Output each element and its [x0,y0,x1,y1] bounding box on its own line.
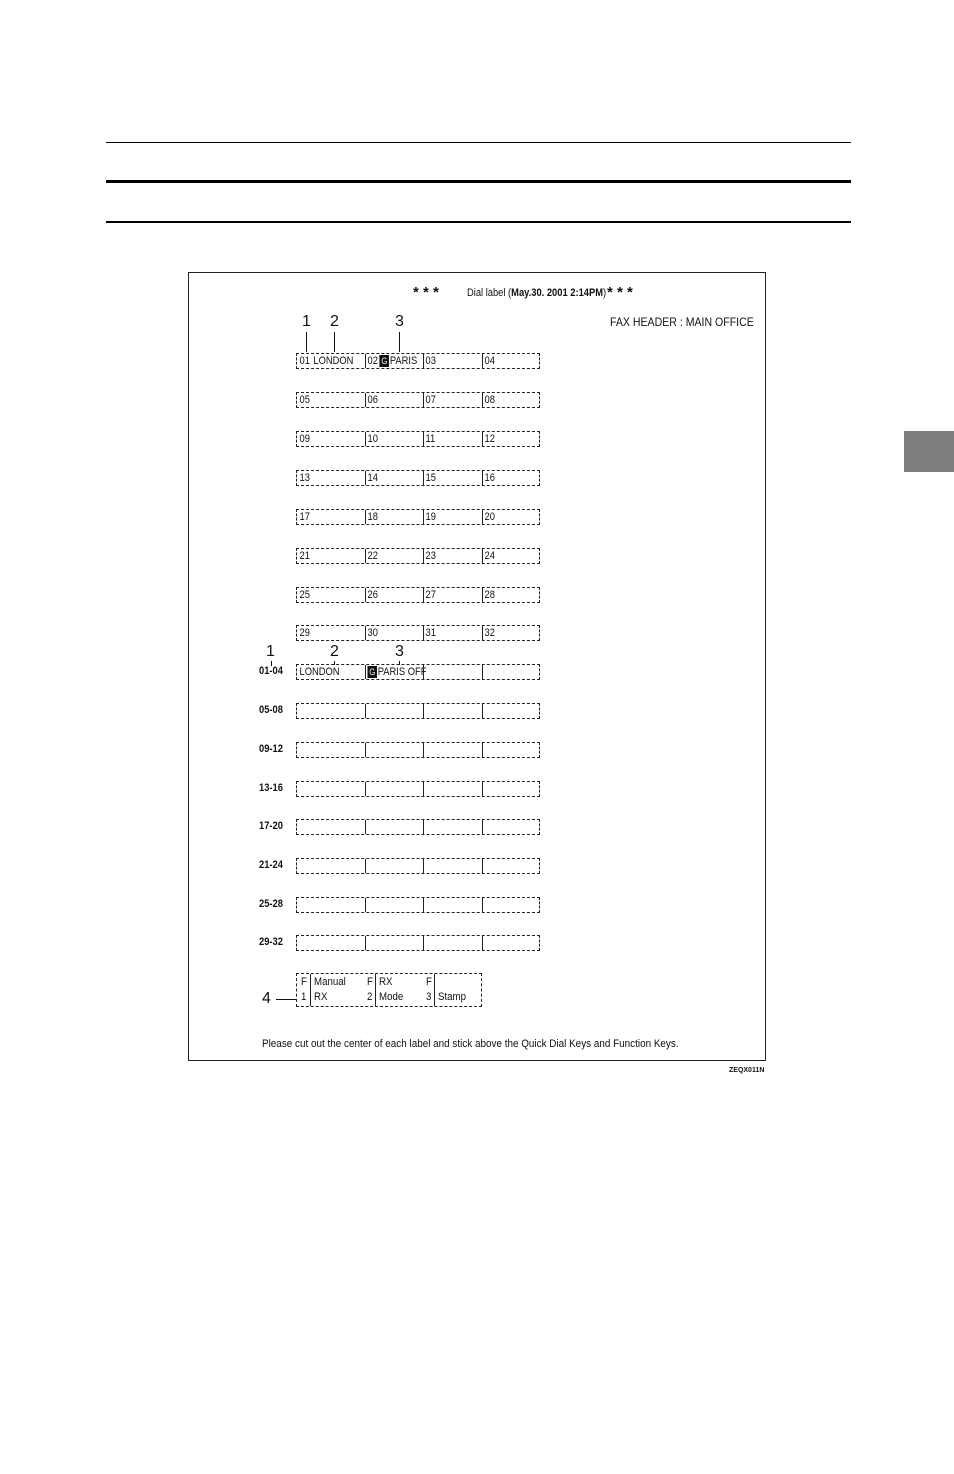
label-divider [482,859,483,873]
quick-dial-label [482,510,495,524]
fkey-2-tag-top: F [367,976,373,988]
callout-1-top: 1 [302,313,311,330]
callout-2-leader [334,332,335,352]
quick-dial-row [296,392,540,408]
quick-dial-number: 04 [484,355,495,367]
fkey-3-divider [434,974,435,1006]
quick-dial-number: 13 [299,472,310,484]
quick-dial-label [423,626,436,640]
quick-dial-label [423,393,436,407]
label-divider [423,936,424,950]
report-timestamp: May.30. 2001 2:14PM [511,287,603,299]
label-divider [365,820,366,834]
group-row-label: 01-04 [259,665,283,677]
quick-dial-label [365,549,378,563]
group-row-label: 25-28 [259,898,283,910]
quick-dial-label [365,626,378,640]
dial-label-title [467,287,606,299]
quick-dial-number: 18 [367,511,378,523]
quick-dial-number: 08 [484,394,495,406]
quick-dial-label [423,510,436,524]
fkey-3-tag-top: F [426,976,432,988]
quick-dial-label [365,510,378,524]
group-row-label: 29-32 [259,936,283,948]
quick-dial-label [482,354,495,368]
destination-name: PARIS OFF [377,666,427,678]
destination-name: PARIS [389,355,418,367]
quick-dial-number: 22 [367,550,378,562]
quick-dial-number: 27 [425,589,436,601]
fkey-2-divider [375,974,376,1006]
chapter-thumb-tab [904,431,954,472]
group-mark-icon: G [381,356,388,366]
quick-dial-number: 28 [484,589,495,601]
group-dial-row [296,858,540,874]
fkey-2-tag-bottom: 2 [367,991,373,1003]
label-divider [482,898,483,912]
fax-header-label: FAX HEADER : MAIN OFFICE [610,315,754,329]
quick-dial-label [297,510,310,524]
callout-3-leader [399,332,400,352]
title-prefix: Dial label ( [467,287,512,299]
callout-3-top: 3 [395,313,404,330]
label-divider [423,782,424,796]
destination-name: LONDON [313,355,354,367]
quick-dial-label [365,432,378,446]
quick-dial-label [423,432,435,446]
quick-dial-number: 09 [299,433,310,445]
group-row-label: 05-08 [259,704,283,716]
quick-dial-label [365,471,378,485]
quick-dial-number: 17 [299,511,310,523]
quick-dial-label [297,432,310,446]
quick-dial-number: 11 [425,433,436,445]
quick-dial-row [296,625,540,641]
group-row-label: 09-12 [259,743,283,755]
fkey-2-label-bottom: Mode [379,991,404,1003]
quick-dial-number: 30 [367,627,378,639]
quick-dial-number: 03 [425,355,436,367]
quick-dial-label [297,626,310,640]
quick-dial-label [482,549,495,563]
fkey-1-tag-bottom: 1 [301,991,307,1003]
quick-dial-label [423,549,436,563]
quick-dial-number: 14 [367,472,378,484]
quick-dial-label [365,393,378,407]
group-dial-row [296,897,540,913]
quick-dial-number: 19 [425,511,436,523]
label-divider [482,782,483,796]
label-divider [482,704,483,718]
callout-4: 4 [262,990,271,1007]
header-stars-left: * * * [413,284,439,301]
quick-dial-label [297,471,310,485]
top-thin-rule [106,142,851,143]
quick-dial-number: 20 [484,511,495,523]
title-suffix: ) [603,287,607,299]
label-divider [365,704,366,718]
quick-dial-number: 07 [425,394,436,406]
callout-3-mid: 3 [395,643,404,660]
quick-dial-label [423,354,436,368]
group-dial-row [296,703,540,719]
quick-dial-number: 06 [367,394,378,406]
quick-dial-number: 32 [484,627,495,639]
group-row-label: 17-20 [259,820,283,832]
label-divider [482,936,483,950]
quick-dial-label [482,471,495,485]
fkey-1-divider [310,974,311,1006]
callout-4-leader [276,999,296,1000]
function-key-labels [296,973,482,1007]
quick-dial-number: 12 [484,433,495,445]
callout-2-mid: 2 [330,643,339,660]
fkey-1-label-bottom: RX [314,991,328,1003]
label-divider [365,898,366,912]
figure-code: ZEQX011N [729,1067,765,1074]
quick-dial-label [297,354,353,368]
header-bottom-rule [106,221,851,223]
quick-dial-number: 02 [367,355,378,367]
quick-dial-row [296,548,540,564]
label-divider [423,898,424,912]
label-divider [365,743,366,757]
callout-2-top: 2 [330,313,339,330]
group-dial-row [296,935,540,951]
group-destination-label [365,665,426,679]
quick-dial-label [482,588,495,602]
label-divider [482,743,483,757]
fkey-1-label-top: Manual [314,976,346,988]
quick-dial-number: 15 [425,472,436,484]
label-divider [423,704,424,718]
callout-1-mid: 1 [266,643,275,660]
label-divider [482,820,483,834]
quick-dial-number: 29 [299,627,310,639]
fkey-3-label-bottom: Stamp [438,991,466,1003]
group-row-label: 13-16 [259,782,283,794]
quick-dial-number: 05 [299,394,310,406]
label-divider [365,782,366,796]
quick-dial-label [482,393,495,407]
header-thick-rule [106,180,851,183]
quick-dial-number: 21 [299,550,310,562]
quick-dial-number: 26 [367,589,378,601]
quick-dial-number: 01 [299,355,310,367]
quick-dial-label [297,588,310,602]
quick-dial-label [365,588,378,602]
quick-dial-row [296,353,540,369]
group-row-label: 21-24 [259,859,283,871]
quick-dial-number: 16 [484,472,495,484]
quick-dial-label [423,588,436,602]
group-mark-icon: G [369,667,376,677]
cut-out-instruction: Please cut out the center of each label and stick above the Quick Dial Keys and Function Keys. [262,1038,679,1050]
fkey-3-tag-bottom: 3 [426,991,432,1003]
label-divider [423,743,424,757]
callout-1-leader [306,332,307,352]
label-divider [423,859,424,873]
quick-dial-number: 10 [367,433,378,445]
group-dial-row [296,742,540,758]
quick-dial-row [296,587,540,603]
label-divider [482,665,483,679]
quick-dial-number: 24 [484,550,495,562]
quick-dial-label [297,393,310,407]
fkey-2-label-top: RX [379,976,393,988]
label-divider [365,859,366,873]
quick-dial-label [482,626,495,640]
label-divider [365,936,366,950]
quick-dial-number: 31 [425,627,436,639]
quick-dial-row [296,509,540,525]
quick-dial-number: 23 [425,550,436,562]
quick-dial-label [365,354,417,368]
fkey-1-tag-top: F [301,976,307,988]
destination-name: LONDON [299,666,340,678]
quick-dial-row [296,470,540,486]
group-dial-row [296,819,540,835]
quick-dial-number: 25 [299,589,310,601]
header-stars-right: * * * [607,284,633,301]
group-dial-row [296,664,540,680]
quick-dial-label [423,471,436,485]
quick-dial-label [297,549,310,563]
quick-dial-row [296,431,540,447]
quick-dial-label [482,432,495,446]
group-dial-row [296,781,540,797]
label-divider [423,820,424,834]
